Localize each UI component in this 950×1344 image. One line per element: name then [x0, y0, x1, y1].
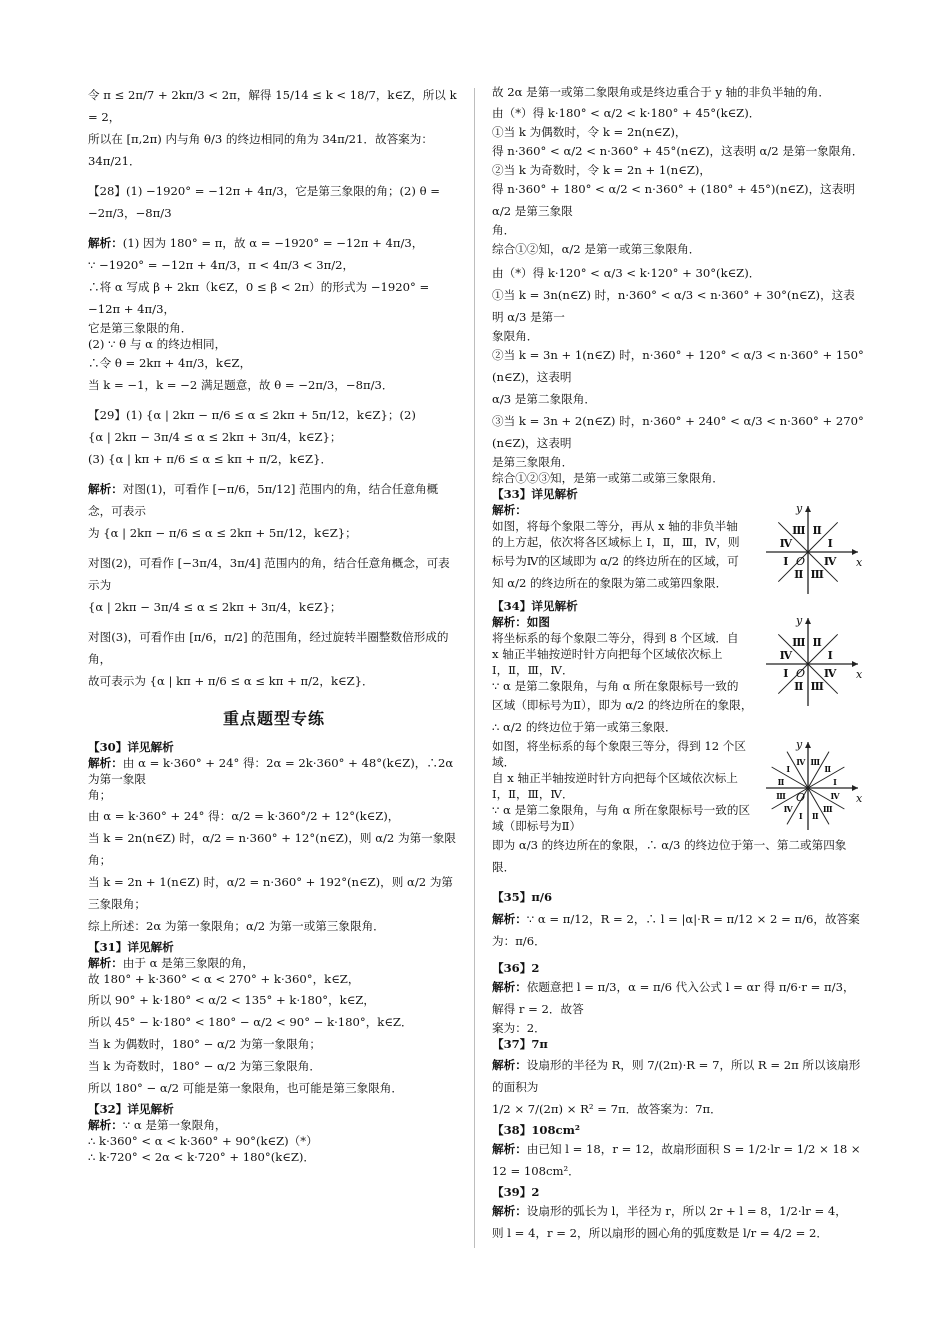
analysis-label: 解析：	[88, 1118, 123, 1132]
text-line: 【29】(1) {α | 2kπ − π/6 ≤ α ≤ 2kπ + 5π/12，k∈Z}；(2)	[88, 408, 416, 422]
text-line: 所以在 [π,2π) 内与角 θ/3 的终边相同的角为 34π/21．故答案为：34π/21．	[88, 132, 433, 168]
text-line: 案为：2．	[492, 1021, 546, 1035]
text-line: 故 180° + k·360° < α < 270° + k·360°，k∈Z，	[88, 972, 360, 986]
text-line	[492, 1054, 864, 1098]
text-line: ∴ k·720° < 2α < k·720° + 180°(k∈Z)．	[88, 1150, 316, 1164]
text-line: 对图(2)，可看作 [−3π/4，3π/4] 范围内的角，结合任意角概念，可表示为	[88, 556, 450, 592]
text-line: ②当 k = 3n + 1(n∈Z) 时，n·360° + 120° < α/3 < n·360° + 150°(n∈Z)，这表明	[492, 348, 864, 384]
region-label: Ⅳ	[823, 667, 837, 681]
q33-heading: 【33】详见解析	[492, 487, 578, 501]
region-label: Ⅳ	[783, 803, 793, 814]
text-line: 对图(3)，可看作由 [π/6，π/2] 的范围角，经过旋转半圈整数倍形成的角，	[88, 630, 449, 666]
analysis-text: 依题意把 l = π/3，α = π/6 代入公式 l = αr 得 π/6·r = π/3，解得 r = 2．故答	[492, 980, 855, 1016]
right-column	[492, 84, 864, 1244]
analysis-text: 由于 α 是第三象限的角，	[122, 956, 254, 970]
text-line: 所以 180° − α/2 可能是第一象限角，也可能是第三象限角．	[88, 1081, 403, 1095]
q34-line: 区域（即标号为Ⅱ），即为 α/2 的终边所在的象限，	[492, 698, 753, 712]
region-label: Ⅱ	[794, 568, 804, 582]
text-line: (2) ∵ θ 与 α 的终边相同，	[88, 337, 227, 351]
analysis-label: 解析：	[492, 1058, 527, 1072]
q34-block-a	[492, 614, 864, 738]
text-line: 【38】108cm²	[492, 1123, 580, 1137]
x-arrow	[852, 661, 858, 667]
analysis-text: ∵ α 是第一象限角，	[122, 1118, 227, 1132]
x-axis-label: x	[856, 792, 863, 805]
text-line: 得 n·360° + 180° < α/2 < n·360° + (180° + 45°)(n∈Z)，这表明 α/2 是第三象限	[492, 182, 855, 218]
q34-label: 解析：如图	[492, 615, 550, 629]
region-label: Ⅲ	[776, 791, 786, 802]
y-arrow	[805, 618, 811, 624]
region-label: Ⅲ	[810, 568, 824, 582]
region-label: Ⅱ	[811, 811, 819, 822]
origin-label: O	[796, 667, 806, 680]
text-line	[88, 755, 460, 787]
text-line: 【31】详见解析	[88, 940, 174, 954]
text-line: 综上所述：2α 为第一象限角；α/2 为第一或第三象限角．	[88, 919, 385, 933]
text-line: 当 k 为奇数时，180° − α/2 为第三象限角．	[88, 1059, 321, 1073]
region-label: Ⅰ	[827, 536, 833, 550]
q34-line: Ⅰ，Ⅱ，Ⅲ，Ⅳ．	[492, 787, 574, 801]
analysis-text: 对图(1)，可看作 [−π/6，5π/12] 范围内的角，结合任意角概念，可表示	[88, 482, 439, 518]
q33-label: 解析：	[492, 503, 527, 517]
region-label: Ⅱ	[794, 680, 804, 694]
text-line: ∴将 α 写成 β + 2kπ（k∈Z，0 ≤ β < 2π）的形式为 −1920° = −12π + 4π/3，	[88, 280, 430, 316]
text-line: α/3 是第二象限角．	[492, 392, 596, 406]
section-title: 重点题型专练	[222, 709, 325, 728]
text-line: ①当 k = 3n(n∈Z) 时，n·360° < α/3 < n·360° + 30°(n∈Z)，这表明 α/3 是第一	[492, 288, 855, 324]
q33-line: 如图，将每个象限二等分，再从 x 轴的非负半轴	[492, 519, 738, 533]
text-line: ①当 k 为偶数时，令 k = 2n(n∈Z)，	[492, 125, 687, 139]
origin-label: O	[796, 791, 806, 804]
text-line	[88, 478, 460, 522]
text-line: 角；	[88, 788, 112, 802]
column-divider	[474, 88, 475, 1248]
text-line: ②当 k 为奇数时，令 k = 2n + 1(n∈Z)，	[492, 163, 711, 177]
analysis-label: 解析：	[88, 482, 123, 496]
text-line: 1/2 × 7/(2π) × R² = 7π．故答案为：7π．	[492, 1102, 722, 1116]
text-line: 故可表示为 {α | kπ + π/6 ≤ α ≤ kπ + π/2，k∈Z}．	[88, 674, 374, 688]
text-line: 角．	[492, 223, 516, 237]
text-line	[88, 232, 460, 254]
text-line: {α | 2kπ − 3π/4 ≤ α ≤ 2kπ + 3π/4，k∈Z}；	[88, 600, 342, 614]
region-label: Ⅱ	[777, 776, 785, 787]
region-label: Ⅱ	[812, 523, 822, 537]
right-tail-block	[492, 886, 864, 1244]
analysis-label: 解析：	[88, 236, 123, 250]
region-label: Ⅰ	[783, 555, 789, 569]
text-line: 【39】2	[492, 1185, 540, 1199]
text-line: 当 k = 2n(n∈Z) 时，α/2 = n·360° + 12°(n∈Z)，则 α/2 为第一象限角；	[88, 831, 456, 867]
region-label: Ⅰ	[827, 648, 833, 662]
region-label: Ⅲ	[792, 635, 806, 649]
q34-line: ∵ α 是第二象限角，与角 α 所在象限标号一致的区	[492, 803, 751, 817]
text-line: 是第三象限角．	[492, 455, 574, 469]
text-line	[492, 1200, 864, 1222]
region-label: Ⅰ	[833, 776, 837, 787]
text-line: 令 π ≤ 2π/7 + 2kπ/3 < 2π，解得 15/14 ≤ k < 18/7，k∈Z，所以 k = 2，	[88, 88, 457, 124]
region-label: Ⅰ	[786, 764, 791, 775]
text-line: 【35】π/6	[492, 890, 553, 904]
text-line: 故 2α 是第一或第二象限角或是终边重合于 y 轴的非负半轴的角．	[492, 85, 830, 99]
q34-line: 将坐标系的每个象限二等分，得到 8 个区域．自	[492, 631, 739, 645]
q34-tail: 即为 α/3 的终边所在的象限，∴ α/3 的终边位于第一、第二或第四象限．	[492, 838, 847, 874]
text-line: 当 k = −1，k = −2 满足题意，故 θ = −2π/3，−8π/3．	[88, 378, 394, 392]
y-axis-label: y	[796, 614, 803, 627]
text-line: 综合①②知，α/2 是第一或第三象限角．	[492, 242, 701, 256]
figure-8-regions	[760, 502, 864, 598]
analysis-label: 解析：	[492, 1142, 527, 1156]
origin-label: O	[796, 555, 806, 568]
figure-8-regions-b	[760, 614, 864, 710]
text-line: {α | 2kπ − 3π/4 ≤ α ≤ 2kπ + 3π/4，k∈Z}；	[88, 430, 342, 444]
x-arrow	[852, 785, 858, 791]
text-line: 当 k 为偶数时，180° − α/2 为第一象限角；	[88, 1037, 321, 1051]
y-arrow	[805, 742, 811, 748]
q34-heading: 【34】详见解析	[492, 599, 578, 613]
figure-12-regions	[760, 738, 864, 834]
right-top-block	[492, 84, 864, 486]
analysis-label: 解析：	[492, 980, 527, 994]
q34-line: ∵ α 是第二象限角，与角 α 所在象限标号一致的	[492, 679, 739, 693]
q34-line: 域（即标号为Ⅱ）	[492, 819, 582, 833]
region-label: Ⅱ	[812, 635, 822, 649]
q34-line: ∴ α/2 的终边位于第一或第三象限．	[492, 720, 677, 734]
q34-line: 自 x 轴正半轴按逆时针方向把每个区域依次标上	[492, 771, 738, 785]
text-line: ∴ k·360° < α < k·360° + 90°(k∈Z)（*）	[88, 1134, 318, 1148]
analysis-text: 设扇形的弧长为 l，半径为 r，所以 2r + l = 8，1/2·lr = 4，	[526, 1204, 847, 1218]
text-line: 由（*）得 k·180° < α/2 < k·180° + 45°(k∈Z)．	[492, 106, 761, 120]
text-line: ③当 k = 3n + 2(n∈Z) 时，n·360° + 240° < α/3 < n·360° + 270°(n∈Z)，这表明	[492, 414, 864, 450]
text-line: 得 n·360° < α/2 < n·360° + 45°(n∈Z)，这表明 α/2 是第一象限角．	[492, 144, 864, 158]
region-label: Ⅳ	[830, 791, 840, 802]
analysis-text: 由已知 l = 18，r = 12，故扇形面积 S = 1/2·lr = 1/2 × 18 × 12 = 108cm²．	[492, 1142, 861, 1178]
analysis-label: 解析：	[492, 1204, 527, 1218]
text-line: 象限角．	[492, 329, 539, 343]
text-line: 则 l = 4，r = 2，所以扇形的圆心角的弧度数是 l/r = 4/2 = 2．	[492, 1226, 828, 1240]
x-axis-label: x	[856, 556, 863, 569]
q34-line: 如图，将坐标系的每个象限三等分，得到 12 个区域．	[492, 739, 746, 769]
q33-line: 的上方起，依次将各区域标上 Ⅰ，Ⅱ，Ⅲ，Ⅳ，则	[492, 535, 740, 549]
analysis-text: (1) 因为 180° = π，故 α = −1920° = −12π + 4π/3，	[122, 236, 424, 250]
text-line: 【36】2	[492, 961, 540, 975]
text-line: (3) {α | kπ + π/6 ≤ α ≤ kπ + π/2，k∈Z}．	[88, 452, 333, 466]
text-line: 由（*）得 k·120° < α/3 < k·120° + 30°(k∈Z)．	[492, 266, 761, 280]
q33-line: 知 α/2 的终边所在的象限为第二或第四象限．	[492, 576, 728, 590]
analysis-label: 解析：	[88, 956, 123, 970]
y-axis-label: y	[796, 502, 803, 515]
q34-block-b	[492, 738, 864, 834]
text-line: 为 {α | 2kπ − π/6 ≤ α ≤ 2kπ + 5π/12，k∈Z}；	[88, 526, 357, 540]
q33-block	[492, 502, 864, 598]
region-label: Ⅳ	[796, 756, 806, 767]
x-arrow	[852, 549, 858, 555]
analysis-label: 解析：	[492, 912, 527, 926]
text-line: 【30】详见解析	[88, 740, 174, 754]
x-axis-label: x	[856, 668, 863, 681]
text-line: 由 α = k·360° + 24° 得：α/2 = k·360°/2 + 12°(k∈Z)，	[88, 809, 400, 823]
text-line: 【37】7π	[492, 1037, 548, 1051]
text-line: 它是第三象限的角．	[88, 321, 193, 335]
region-label: Ⅳ	[779, 648, 793, 662]
q34-line: Ⅰ，Ⅱ，Ⅲ，Ⅳ．	[492, 663, 574, 677]
region-label: Ⅲ	[810, 680, 824, 694]
analysis-text: ∵ α = π/12，R = 2，∴ l = |α|·R = π/12 × 2 = π/6，故答案为：π/6．	[492, 912, 860, 948]
q33-line: 标号为Ⅳ的区域即为 α/2 的终边所在的区域，可	[492, 554, 739, 568]
text-line	[492, 1138, 864, 1182]
region-label: Ⅱ	[824, 764, 832, 775]
left-column	[88, 84, 460, 1165]
text-line: 【32】详见解析	[88, 1102, 174, 1116]
text-line: ∵ −1920° = −12π + 4π/3，π < 4π/3 < 3π/2，	[88, 258, 355, 272]
text-line: ∴令 θ = 2kπ + 4π/3，k∈Z，	[88, 356, 252, 370]
region-label: Ⅰ	[798, 811, 803, 822]
region-label: Ⅲ	[792, 523, 806, 537]
region-label: Ⅳ	[823, 555, 837, 569]
y-axis-label: y	[796, 738, 803, 751]
region-label: Ⅳ	[779, 536, 793, 550]
text-line: 所以 45° − k·180° < 180° − α/2 < 90° − k·180°，k∈Z．	[88, 1015, 413, 1029]
text-line	[88, 955, 460, 971]
text-line	[88, 1117, 460, 1133]
text-line: 【28】(1) −1920° = −12π + 4π/3，它是第三象限的角；(2) θ = −2π/3，−8π/3	[88, 184, 441, 220]
analysis-label: 解析：	[88, 756, 123, 770]
y-arrow	[805, 506, 811, 512]
region-label: Ⅲ	[810, 756, 821, 767]
region-label: Ⅰ	[783, 667, 789, 681]
text-line: 当 k = 2n + 1(n∈Z) 时，α/2 = n·360° + 192°(n∈Z)，则 α/2 为第三象限角；	[88, 875, 454, 911]
region-label: Ⅲ	[822, 803, 833, 814]
text-line: 综合①②③知，是第一或第二或第三象限角．	[492, 471, 724, 485]
text-line	[492, 908, 864, 952]
analysis-text: 由 α = k·360° + 24° 得：2α = 2k·360° + 48°(k∈Z)，∴2α 为第一象限	[88, 756, 457, 786]
analysis-text: 设扇形的半径为 R，则 7/(2π)·R = 7，所以 R = 2π 所以该扇形的面积为	[492, 1058, 861, 1094]
q34-line: x 轴正半轴按逆时针方向把每个区域依次标上	[492, 647, 723, 661]
text-line: 所以 90° + k·180° < α/2 < 135° + k·180°，k∈Z，	[88, 993, 375, 1007]
text-line	[492, 976, 864, 1020]
